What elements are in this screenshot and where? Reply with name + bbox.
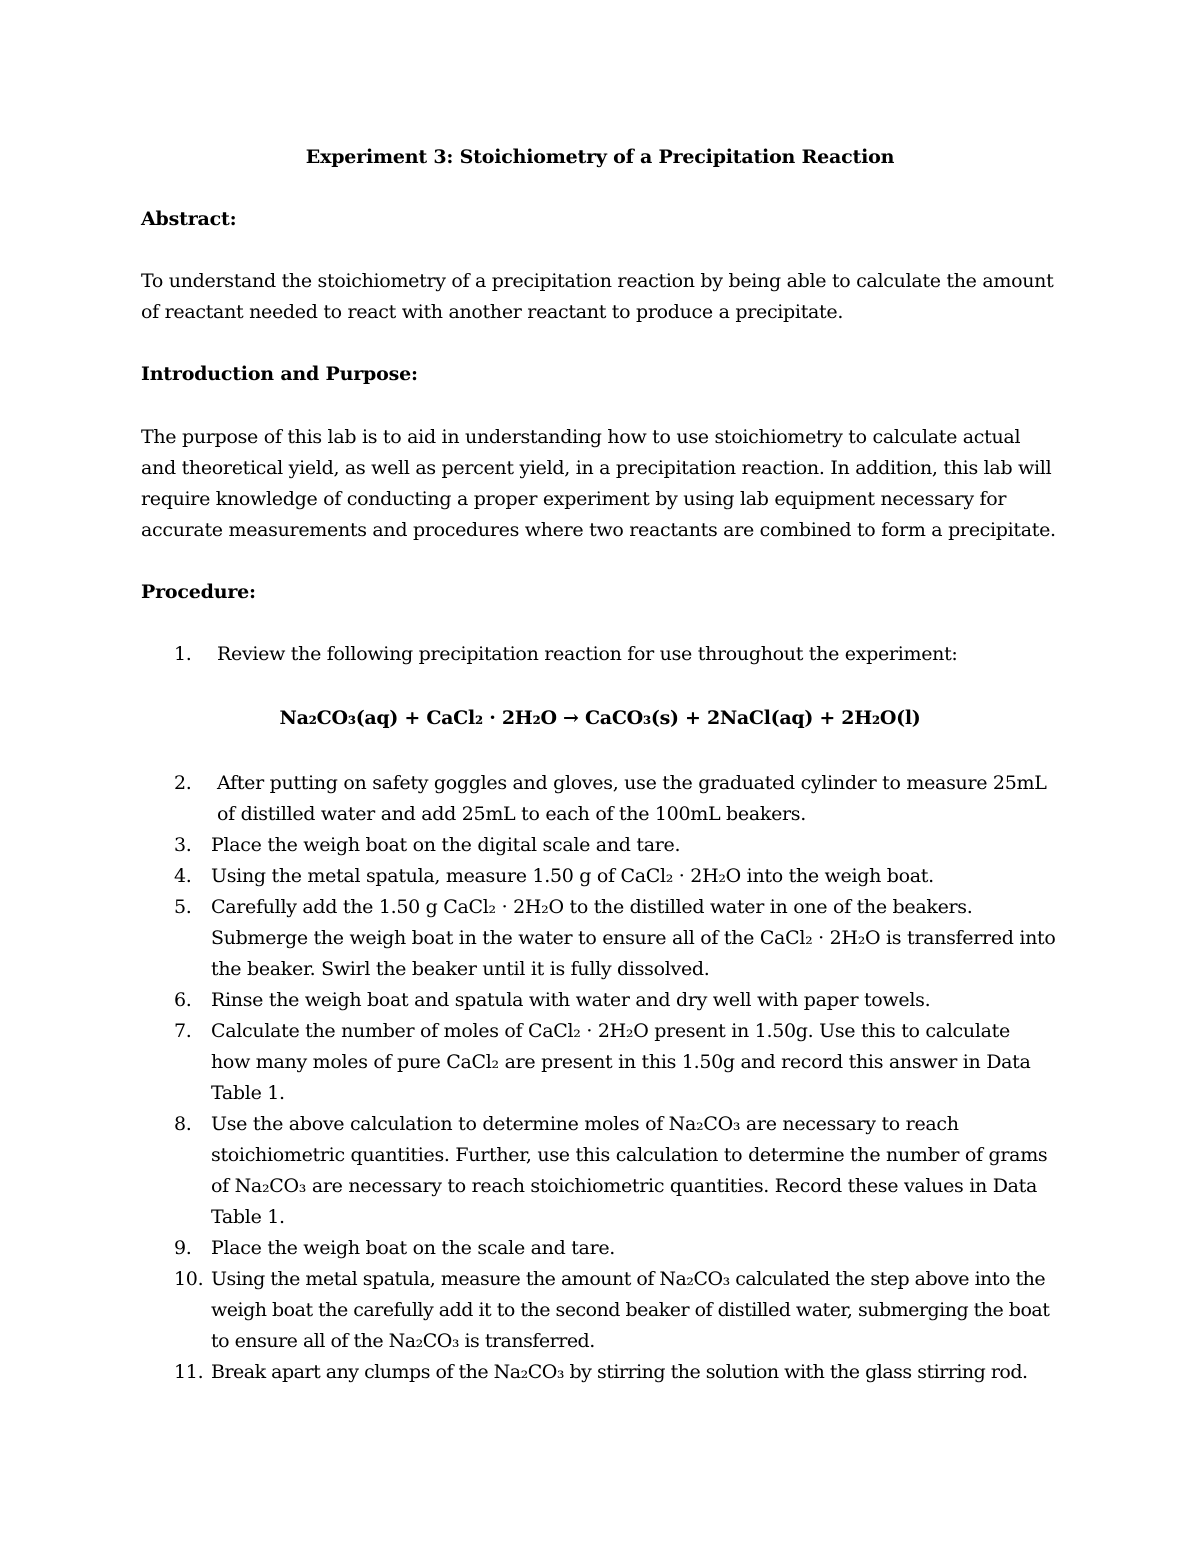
step-text: Using the metal spatula, measure 1.50 g of CaCl₂ · 2H₂O into the weigh boat. [211, 865, 934, 887]
step-number: 1. [174, 643, 192, 665]
step-text: Use the above calculation to determine moles of Na₂CO₃ are necessary to reach stoichiometric quantities. Further, use this calculation to determine the number of grams of Na₂CO₃ are necessary to reach stoichiometric quantities. Record these values in Data Table 1. [211, 1113, 1048, 1228]
reaction-equation: Na₂CO₃(aq) + CaCl₂ · 2H₂O → CaCO₃(s) + 2NaCl(aq) + 2H₂O(l) [279, 707, 921, 729]
step-number: 10. [174, 1268, 204, 1290]
step-text: Carefully add the 1.50 g CaCl₂ · 2H₂O to the distilled water in one of the beakers. Submerge the weigh boat in the water to ensure all of the CaCl₂ · 2H₂O is transferred into the beaker. Swirl the beaker until it is fully dissolved. [211, 896, 1056, 980]
step-text: Rinse the weigh boat and spatula with water and dry well with paper towels. [211, 989, 931, 1011]
introduction-heading: Introduction and Purpose: [141, 363, 418, 385]
step-number: 2. [174, 772, 192, 794]
step-text: Calculate the number of moles of CaCl₂ · 2H₂O present in 1.50g. Use this to calculate how many moles of pure CaCl₂ are present in this 1.50g and record this answer in Data Table 1. [211, 1020, 1031, 1104]
step-number: 6. [174, 989, 192, 1011]
introduction-text: The purpose of this lab is to aid in understanding how to use stoichiometry to calculate actual and theoretical yield, as well as percent yield, in a precipitation reaction. In addition, this lab will require knowledge of conducting a proper experiment by using lab equipment necessary for accurate measurements and procedures where two reactants are combined to form a precipitate. [141, 426, 1056, 541]
abstract-heading: Abstract: [141, 208, 237, 230]
step-number: 3. [174, 834, 192, 856]
step-number: 4. [174, 865, 192, 887]
step-text: Break apart any clumps of the Na₂CO₃ by stirring the solution with the glass stirring rod. [211, 1361, 1028, 1383]
step-text: Place the weigh boat on the digital scale and tare. [211, 834, 681, 856]
document-title: Experiment 3: Stoichiometry of a Precipitation Reaction [305, 146, 895, 168]
step-number: 11. [174, 1361, 204, 1383]
step-text: Place the weigh boat on the scale and tare. [211, 1237, 616, 1259]
abstract-text: To understand the stoichiometry of a precipitation reaction by being able to calculate the amount of reactant needed to react with another reactant to produce a precipitate. [141, 270, 1054, 323]
step-number: 8. [174, 1113, 192, 1135]
step-number: 9. [174, 1237, 192, 1259]
step-number: 5. [174, 896, 192, 918]
procedure-heading: Procedure: [141, 581, 256, 603]
step-text: After putting on safety goggles and gloves, use the graduated cylinder to measure 25mL of distilled water and add 25mL to each of the 100mL beakers. [217, 772, 1047, 825]
step-number: 7. [174, 1020, 192, 1042]
step-text: Using the metal spatula, measure the amount of Na₂CO₃ calculated the step above into the weigh boat the carefully add it to the second beaker of distilled water, submerging the boat to ensure all of the Na₂CO₃ is transferred. [211, 1268, 1050, 1352]
step-text: Review the following precipitation reaction for use throughout the experiment: [217, 643, 958, 665]
